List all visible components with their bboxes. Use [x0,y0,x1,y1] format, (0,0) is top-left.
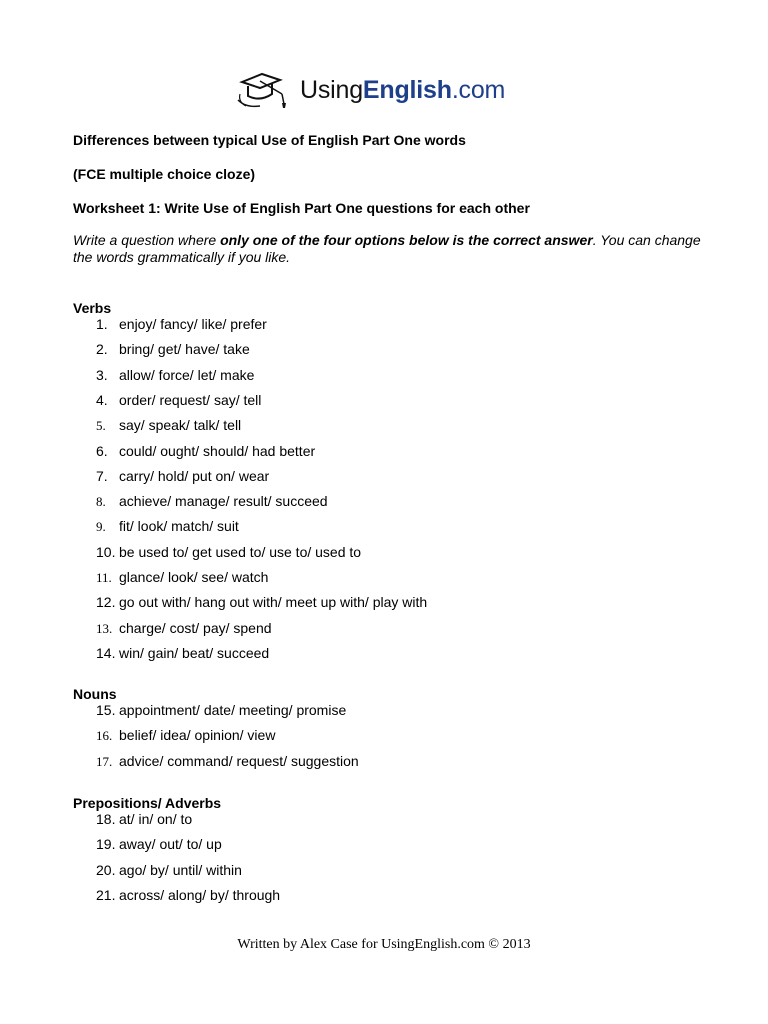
list-item-text: say/ speak/ talk/ tell [119,417,242,434]
list-item-number: 1. [96,316,108,332]
list-item-text: allow/ force/ let/ make [119,366,255,383]
graduation-cap-icon [236,70,292,110]
logo-text-prefix: Using [300,75,363,104]
list-item-text: win/ gain/ beat/ succeed [119,644,270,661]
list-item [96,367,254,383]
list-item [96,594,427,610]
logo-text-domain: .com [451,75,506,104]
instructions [73,232,713,266]
instructions-part1: Write a question where [73,232,221,248]
logo-text-bold: English [362,75,452,104]
instructions-part2: . You can change the words grammatically if you like. [73,232,701,265]
list-item-number: 13. [96,620,113,636]
site-logo [236,70,505,110]
list-item-number: 7. [96,467,108,484]
section-heading: Verbs [73,300,112,316]
list-item [96,316,267,332]
list-item-number: 15. [96,702,116,718]
list-item [96,753,359,770]
list-item [96,417,241,434]
list-item-number: 12. [96,594,116,611]
list-item-text: bring/ get/ have/ take [119,341,250,358]
list-item [96,341,250,357]
list-item-text: carry/ hold/ put on/ wear [119,467,270,484]
section-heading: Nouns [73,686,117,702]
list-item [96,518,239,535]
logo-text [300,76,505,105]
list-item-number: 21. [96,886,116,903]
list-item-number: 6. [96,442,108,459]
list-item [96,727,275,744]
list-item-number: 16. [96,728,113,744]
list-item-number: 10. [96,543,116,560]
document-title: Differences between typical Use of English Part One words [73,132,466,148]
list-item-text: belief/ idea/ opinion/ view [119,727,276,744]
list-item [96,887,280,903]
list-item-text: glance/ look/ see/ watch [119,569,269,585]
list-item-text: at/ in/ on/ to [119,811,193,827]
list-item-number: 18. [96,811,116,827]
list-item [96,702,346,718]
list-item-text: across/ along/ by/ through [119,886,281,903]
list-item-number: 19. [96,836,116,853]
list-item [96,569,268,586]
list-item-number: 5. [96,418,106,434]
list-item-text: advice/ command/ request/ suggestion [119,752,359,769]
list-item [96,836,222,852]
list-item-text: go out with/ hang out with/ meet up with/ play with [119,594,428,611]
list-item-text: appointment/ date/ meeting/ promise [119,702,347,718]
list-item-text: achieve/ manage/ result/ succeed [119,493,328,510]
list-item [96,811,192,827]
list-item-text: be used to/ get used to/ use to/ used to [119,543,362,560]
list-item-number: 9. [96,519,106,535]
list-item-number: 2. [96,341,108,358]
instructions-emphasis: only one of the four options below is the correct answer [220,232,593,248]
document-subtitle: (FCE multiple choice cloze) [73,166,256,182]
list-item [96,468,269,484]
list-item-number: 4. [96,391,108,408]
list-item-number: 8. [96,494,106,510]
list-item-number: 20. [96,861,116,878]
list-item [96,493,328,510]
worksheet-heading: Worksheet 1: Write Use of English Part One questions for each other [73,200,530,216]
list-item [96,392,261,408]
section-heading: Prepositions/ Adverbs [73,795,222,811]
list-item [96,620,272,637]
list-item [96,645,269,661]
list-item-text: away/ out/ to/ up [119,836,222,853]
list-item-text: charge/ cost/ pay/ spend [119,619,272,636]
list-item-number: 14. [96,644,116,661]
list-item-text: fit/ look/ match/ suit [119,518,239,535]
list-item-text: order/ request/ say/ tell [119,391,262,408]
list-item [96,443,315,459]
list-item-number: 17. [96,753,113,769]
list-item-number: 11. [96,570,112,585]
list-item-text: ago/ by/ until/ within [119,861,242,878]
list-item-text: could/ ought/ should/ had better [119,442,316,459]
list-item-number: 3. [96,366,108,383]
list-item-text: enjoy/ fancy/ like/ prefer [119,316,267,332]
list-item [96,544,361,560]
list-item [96,862,242,878]
footer-credit: Written by Alex Case for UsingEnglish.com © 2013 [237,937,531,952]
